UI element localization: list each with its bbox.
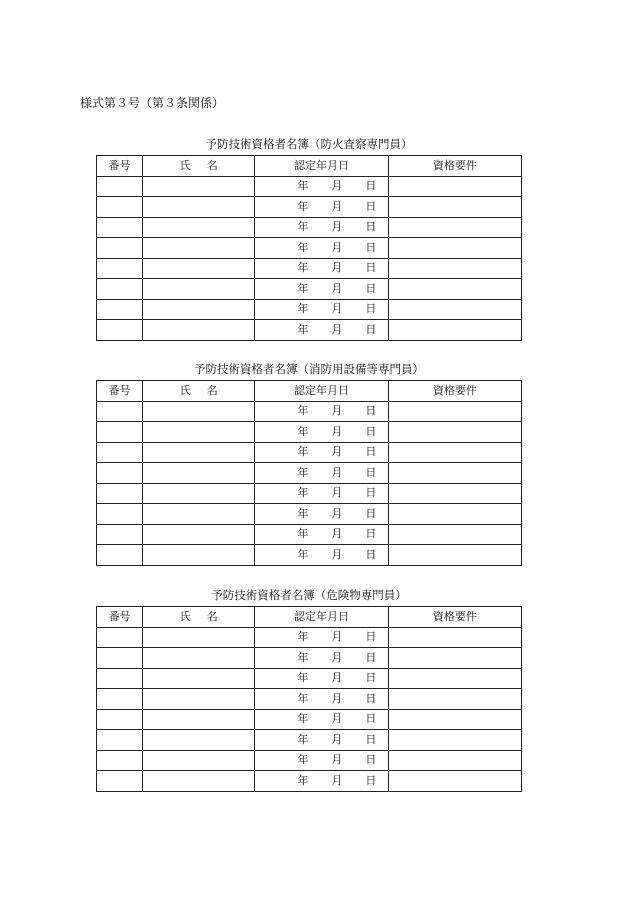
cell-name [143,279,255,300]
header-name [143,607,255,628]
cell-qualification [388,668,521,689]
cell-qualification [388,197,521,218]
header-qualification: 資格要件 [388,381,521,402]
date-day-unit: 日 [365,465,377,479]
cell-qualification [388,320,521,341]
cell-qualification [388,504,521,525]
date-year-unit: 年 [297,732,309,746]
cell-name [143,668,255,689]
cell-qualification [388,217,521,238]
header-number: 番号 [97,381,143,402]
date-month-unit: 月 [331,240,343,254]
cell-name [143,217,255,238]
date-day-unit: 日 [365,650,377,664]
header-row [97,156,522,177]
date-month-unit: 月 [331,753,343,767]
date-year-unit: 年 [297,650,309,664]
date-day-unit: 日 [365,773,377,787]
cell-number [97,401,143,422]
table-row [97,176,522,197]
cell-name [143,442,255,463]
cell-certification-date [255,689,388,710]
cell-qualification [388,524,521,545]
cell-number [97,504,143,525]
cell-qualification [388,648,521,669]
cell-name [143,730,255,751]
cell-number [97,483,143,504]
cell-name [143,197,255,218]
cell-certification-date [255,401,388,422]
register-title: 予防技術資格者名簿（防火査察専門員） [205,137,413,151]
cell-number [97,217,143,238]
table-row [97,217,522,238]
cell-number [97,299,143,320]
table-row [97,648,522,669]
date-month-unit: 月 [331,773,343,787]
cell-certification-date [255,442,388,463]
cell-name [143,771,255,792]
date-day-unit: 日 [365,302,377,316]
header-certification-date: 認定年月日 [255,156,388,177]
cell-qualification [388,299,521,320]
cell-number [97,279,143,300]
cell-number [97,689,143,710]
date-month-unit: 月 [331,527,343,541]
date-year-unit: 年 [297,261,309,275]
date-month-unit: 月 [331,506,343,520]
table-row [97,401,522,422]
header-name [143,156,255,177]
date-year-unit: 年 [297,630,309,644]
cell-number [97,709,143,730]
date-day-unit: 日 [365,424,377,438]
date-month-unit: 月 [331,486,343,500]
form-label: 様式第３号（第３条関係） [80,96,225,110]
header-number: 番号 [97,607,143,628]
register-table [96,380,522,566]
cell-number [97,730,143,751]
cell-name [143,422,255,443]
cell-qualification [388,401,521,422]
cell-qualification [388,422,521,443]
cell-certification-date [255,238,388,259]
cell-number [97,463,143,484]
cell-name [143,524,255,545]
date-day-unit: 日 [365,445,377,459]
cell-name [143,545,255,566]
register-title: 予防技術資格者名簿（危険物専門員） [211,588,407,602]
cell-number [97,545,143,566]
table-row [97,320,522,341]
cell-name [143,750,255,771]
register-table [96,155,522,341]
date-year-unit: 年 [297,671,309,685]
date-year-unit: 年 [297,179,309,193]
table-row [97,442,522,463]
date-year-unit: 年 [297,240,309,254]
cell-number [97,258,143,279]
cell-number [97,648,143,669]
date-day-unit: 日 [365,240,377,254]
date-month-unit: 月 [331,199,343,213]
date-day-unit: 日 [365,753,377,767]
cell-qualification [388,545,521,566]
header-name-given: 名 [206,609,218,623]
cell-number [97,442,143,463]
cell-name [143,689,255,710]
header-name-family: 氏 [179,383,191,397]
date-day-unit: 日 [365,199,377,213]
cell-number [97,771,143,792]
date-year-unit: 年 [297,486,309,500]
cell-name [143,627,255,648]
date-year-unit: 年 [297,691,309,705]
cell-qualification [388,442,521,463]
date-year-unit: 年 [297,281,309,295]
table-row [97,750,522,771]
cell-certification-date [255,750,388,771]
date-day-unit: 日 [365,527,377,541]
cell-number [97,422,143,443]
table-row [97,668,522,689]
cell-qualification [388,627,521,648]
cell-certification-date [255,524,388,545]
date-month-unit: 月 [331,630,343,644]
cell-certification-date [255,627,388,648]
date-month-unit: 月 [331,547,343,561]
date-day-unit: 日 [365,671,377,685]
date-month-unit: 月 [331,691,343,705]
cell-name [143,176,255,197]
cell-number [97,524,143,545]
table-row [97,197,522,218]
date-day-unit: 日 [365,220,377,234]
date-year-unit: 年 [297,322,309,336]
cell-qualification [388,279,521,300]
date-year-unit: 年 [297,465,309,479]
cell-number [97,320,143,341]
header-name [143,381,255,402]
date-month-unit: 月 [331,281,343,295]
header-number: 番号 [97,156,143,177]
cell-certification-date [255,771,388,792]
date-day-unit: 日 [365,630,377,644]
date-day-unit: 日 [365,322,377,336]
date-year-unit: 年 [297,547,309,561]
header-row [97,607,522,628]
header-qualification: 資格要件 [388,156,521,177]
cell-certification-date [255,217,388,238]
table-row [97,238,522,259]
cell-certification-date [255,648,388,669]
cell-certification-date [255,709,388,730]
cell-name [143,504,255,525]
date-day-unit: 日 [365,179,377,193]
cell-name [143,299,255,320]
cell-qualification [388,750,521,771]
table-row [97,463,522,484]
header-qualification: 資格要件 [388,607,521,628]
cell-certification-date [255,197,388,218]
date-year-unit: 年 [297,773,309,787]
date-day-unit: 日 [365,547,377,561]
cell-qualification [388,689,521,710]
date-month-unit: 月 [331,424,343,438]
table-row [97,483,522,504]
date-year-unit: 年 [297,302,309,316]
table-row [97,545,522,566]
table-row [97,258,522,279]
table-row [97,504,522,525]
header-certification-date: 認定年月日 [255,381,388,402]
table-row [97,422,522,443]
cell-number [97,750,143,771]
date-year-unit: 年 [297,445,309,459]
cell-certification-date [255,730,388,751]
cell-name [143,258,255,279]
cell-certification-date [255,422,388,443]
table-row [97,279,522,300]
table-row [97,689,522,710]
cell-name [143,463,255,484]
cell-name [143,709,255,730]
table-row [97,730,522,751]
date-year-unit: 年 [297,712,309,726]
date-year-unit: 年 [297,424,309,438]
date-day-unit: 日 [365,712,377,726]
register-title: 予防技術資格者名簿（消防用設備等専門員） [194,362,424,376]
cell-qualification [388,258,521,279]
header-row [97,381,522,402]
table-row [97,299,522,320]
cell-number [97,668,143,689]
cell-qualification [388,730,521,751]
date-month-unit: 月 [331,261,343,275]
table-row [97,524,522,545]
table-row [97,709,522,730]
header-name-family: 氏 [179,158,191,172]
header-name-given: 名 [206,158,218,172]
date-day-unit: 日 [365,261,377,275]
cell-certification-date [255,483,388,504]
cell-certification-date [255,299,388,320]
date-year-unit: 年 [297,404,309,418]
date-month-unit: 月 [331,650,343,664]
cell-name [143,401,255,422]
date-day-unit: 日 [365,486,377,500]
cell-qualification [388,238,521,259]
date-month-unit: 月 [331,220,343,234]
header-name-family: 氏 [179,609,191,623]
cell-certification-date [255,258,388,279]
cell-certification-date [255,320,388,341]
date-month-unit: 月 [331,465,343,479]
date-month-unit: 月 [331,404,343,418]
date-month-unit: 月 [331,732,343,746]
date-month-unit: 月 [331,671,343,685]
cell-number [97,627,143,648]
date-year-unit: 年 [297,506,309,520]
date-day-unit: 日 [365,691,377,705]
date-month-unit: 月 [331,322,343,336]
date-month-unit: 月 [331,302,343,316]
date-year-unit: 年 [297,753,309,767]
date-year-unit: 年 [297,220,309,234]
date-month-unit: 月 [331,712,343,726]
register-table [96,606,522,792]
cell-certification-date [255,176,388,197]
cell-certification-date [255,668,388,689]
cell-name [143,648,255,669]
cell-name [143,238,255,259]
cell-qualification [388,176,521,197]
date-month-unit: 月 [331,179,343,193]
cell-number [97,197,143,218]
date-year-unit: 年 [297,199,309,213]
date-day-unit: 日 [365,404,377,418]
cell-certification-date [255,463,388,484]
cell-qualification [388,463,521,484]
header-name-given: 名 [206,383,218,397]
cell-qualification [388,771,521,792]
cell-certification-date [255,545,388,566]
cell-name [143,320,255,341]
table-row [97,771,522,792]
cell-number [97,238,143,259]
date-day-unit: 日 [365,281,377,295]
date-day-unit: 日 [365,506,377,520]
cell-qualification [388,709,521,730]
table-row [97,627,522,648]
date-day-unit: 日 [365,732,377,746]
cell-name [143,483,255,504]
header-certification-date: 認定年月日 [255,607,388,628]
cell-certification-date [255,504,388,525]
cell-qualification [388,483,521,504]
cell-certification-date [255,279,388,300]
date-month-unit: 月 [331,445,343,459]
cell-number [97,176,143,197]
date-year-unit: 年 [297,527,309,541]
